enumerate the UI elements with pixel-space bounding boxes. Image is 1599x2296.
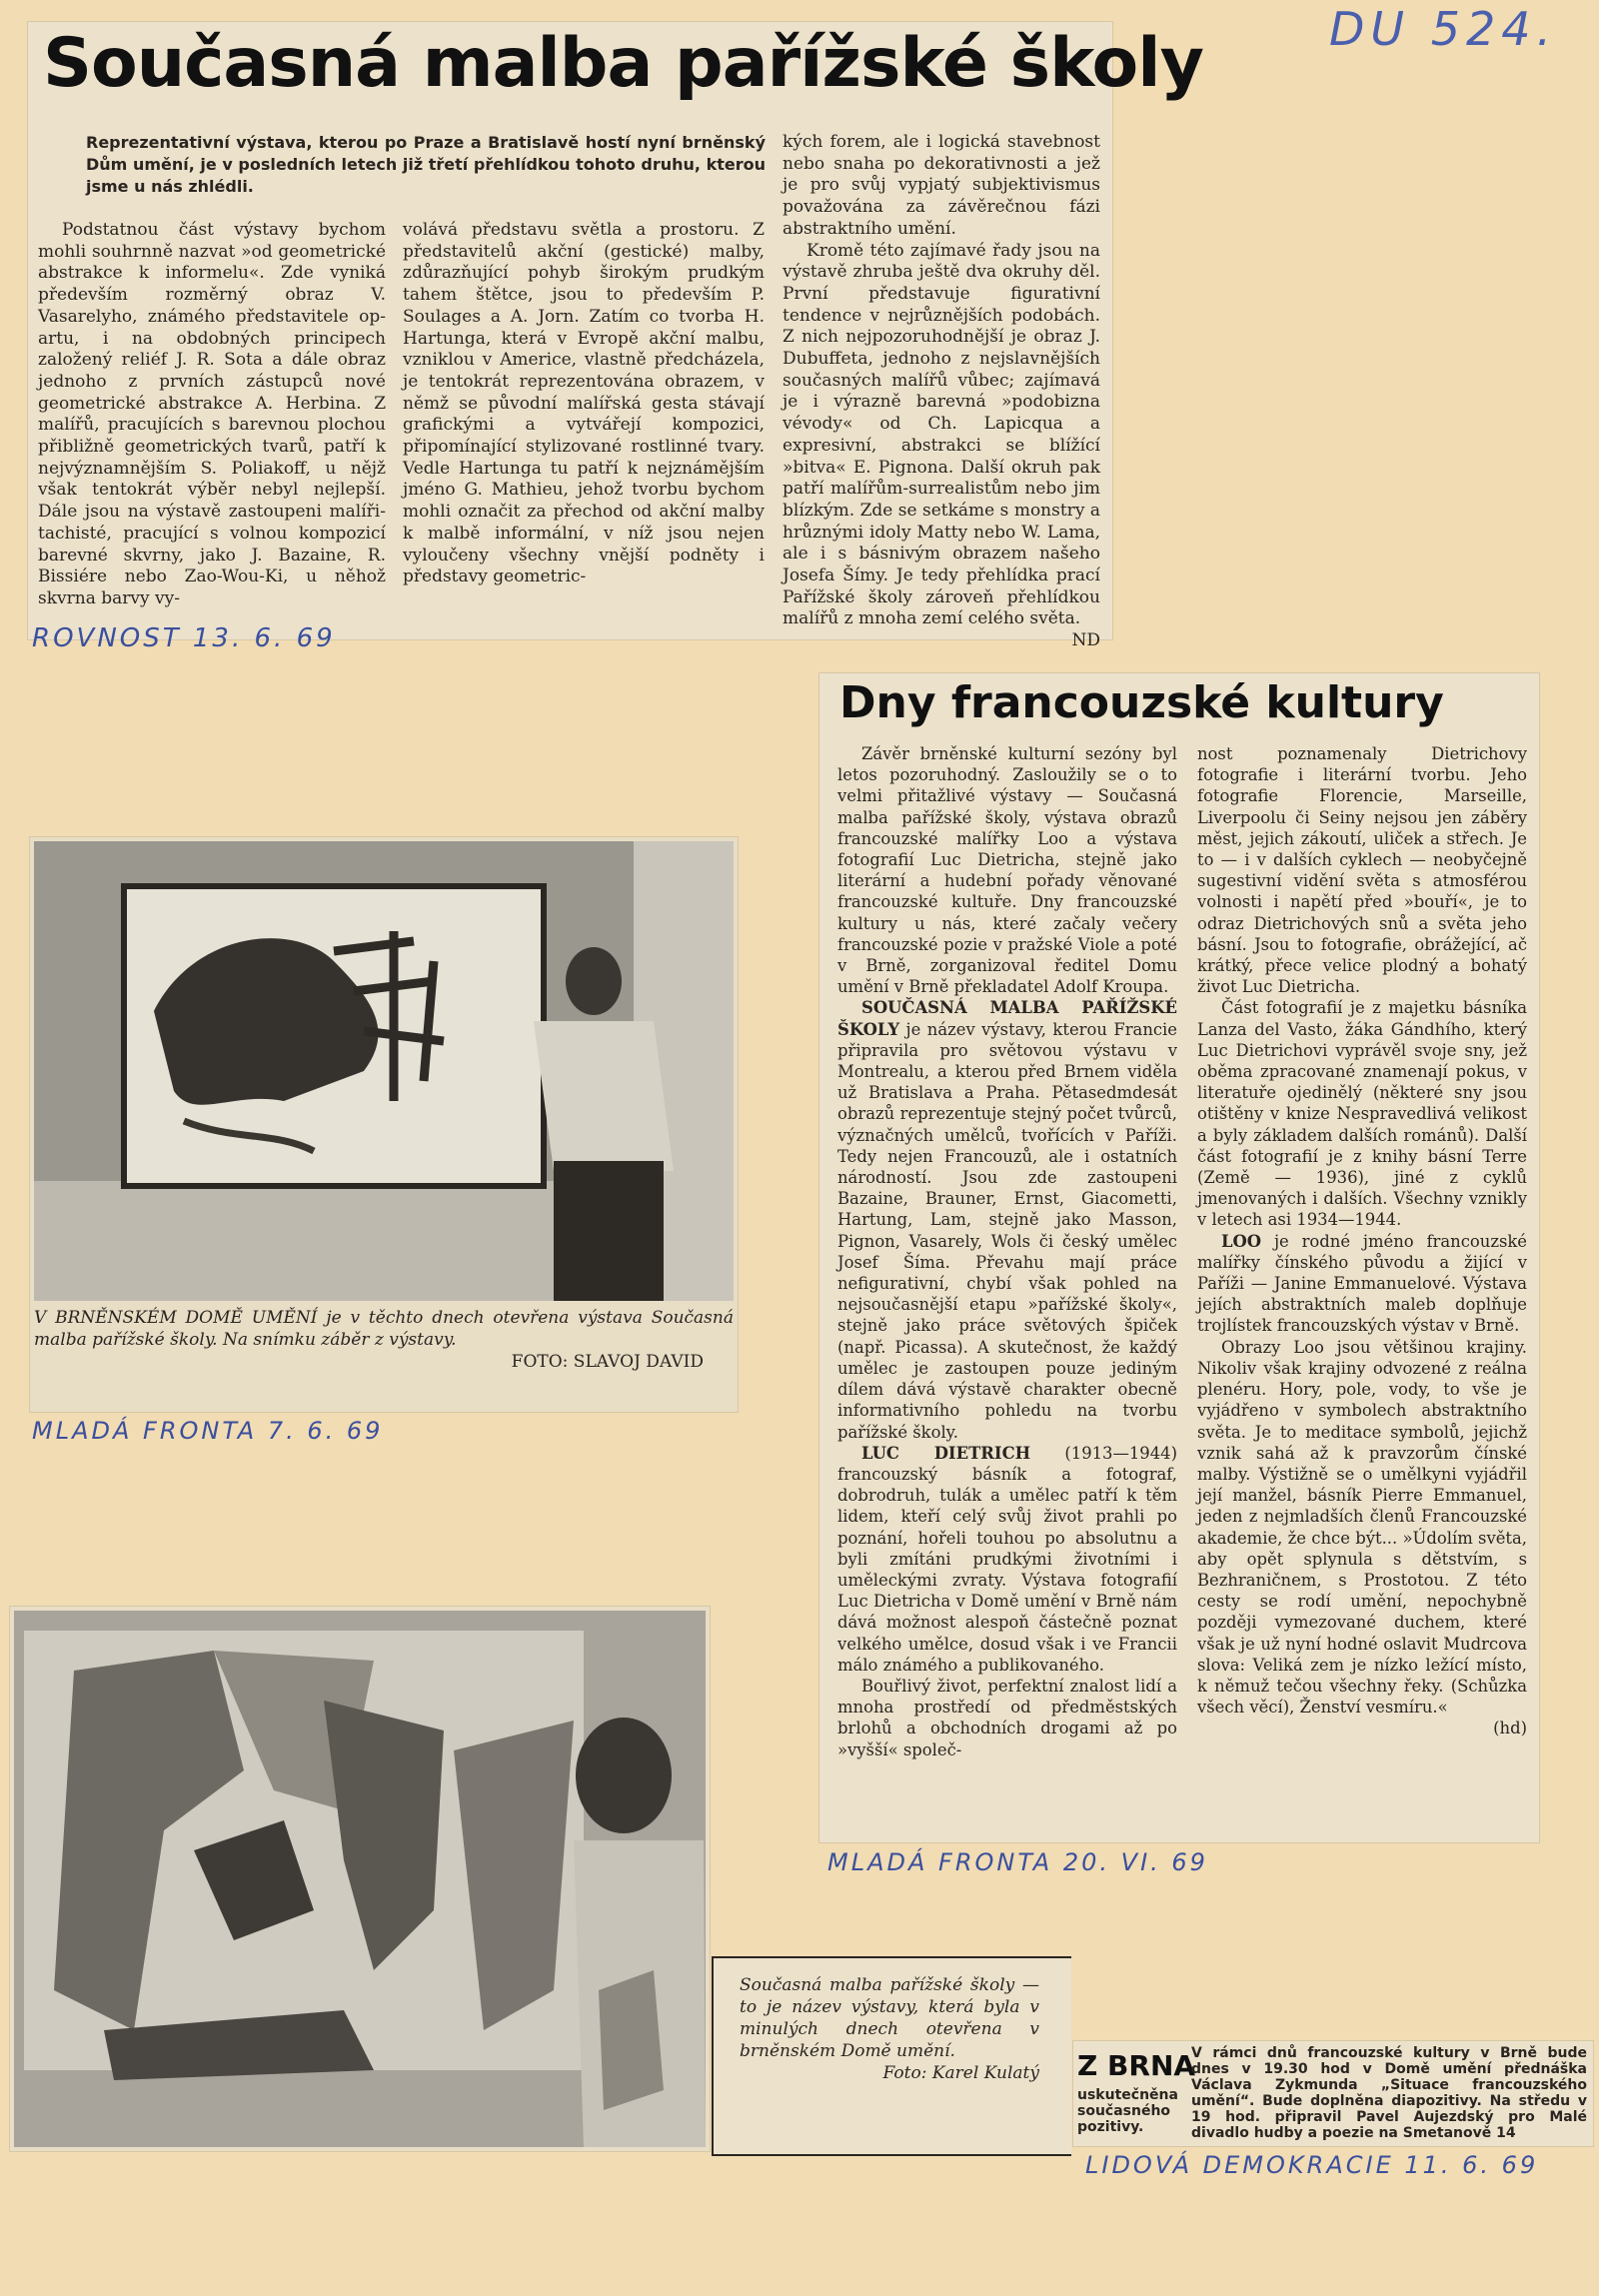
source-lidova-demokracie: LIDOVÁ DEMOKRACIE 11. 6. 69 — [1085, 2151, 1539, 2179]
article2-col1-p3 — [837, 1443, 1177, 1676]
archive-mark: DU 524. — [1329, 2, 1558, 56]
article-rovnost — [28, 22, 1203, 651]
article2-col2-p1: nost poznamenaly Dietrichovy fotografie i literární tvorbu. Jeho fotografie Florencie, Marseille, Liverpoolu či Seiny nejsou jen záběry měst, jejich zákoutí, uliček a střech. Je to — i v dalších cyklech — neobyčejně sugestivní vidění světa s atmosférou volnosti i napětí před »bouří«, je to odraz Dietrichových snů a světa jeho básní. Jsou to fotografie, obrážející, ač krátký, přece velice plodný a bohatý život Luc Dietricha. — [1197, 744, 1527, 997]
article1-lead: Reprezentativní výstava, kterou po Praze a Bratislavě hostí nyní brněnský Dům umění, je v posledních letech již třetí přehlídkou tohoto druhu, kterou jsme u nás zhlédli. — [86, 133, 766, 196]
photo1-clipping — [30, 837, 738, 1412]
photo1-caption-block — [34, 1307, 734, 1373]
photo1-graphic — [34, 841, 734, 1301]
article1-title: Současná malba pařížské školy — [43, 24, 1203, 103]
article-z-brna — [1073, 2041, 1593, 2146]
article2-col1-p3-text: (1913—1944) francouzský básník a fotograf, dobrodruh, tulák a umělec patří k těm lidem, kteří celý svůj život prahli po poznání, hořeli touhou po absolutnu a byli zmítáni prudkými životními i uměleckými zvraty. Výstava fotografií Luc Dietricha v Domě umění v Brně nám dává možnost alespoň částečně poznat velkého umělce, dosud však i ve Francii málo známého a publikovaného. — [837, 1443, 1177, 1675]
source-mlada-fronta-1: MLADÁ FRONTA 7. 6. 69 — [32, 1417, 384, 1445]
article3-heading: Z BRNA — [1077, 2049, 1196, 2082]
photo2-exhibition-image — [14, 1611, 706, 2147]
photo2-caption: Současná malba pařížské školy — to je název výstavy, která byla v minulých dnech otevřena v brněnském Domě umění. — [740, 1975, 1039, 2061]
article1-col3-p2: Kromě této zajímavé řady jsou na výstavě zhruba ještě dva okruhy děl. První představuje figurativní tendence v nejrůznějších podobách. Z nich nejpozoruhodnější je obraz J. Dubuffeta, jednoho z nejslavnějších současných malířů vůbec; zajímavá je i výrazně barevná »podobizna vévody« od Ch. Lapicqua a expresivní, abstrakci se blížící »bitva« E. Pignona. Další okruh pak patří malířům-surrealistům nebo jim blízkým. Zde se setkáme s monstry a hrůznými idoly Matty nebo W. Lama, ale i s básnivým obrazem našeho Josefa Šímy. Je tedy přehlídka prací Pařížské školy zároveň přehlídkou malířů z mnoha zemí celého světa. — [783, 240, 1100, 629]
article2-col1-p1: Závěr brněnské kulturní sezóny byl letos pozoruhodný. Zasloužily se o to velmi přitažlivé výstavy — Současná malba pařížské školy, výstava obrazů francouzské malířky Loo a výstava fotografií Luc Dietricha, stejně jako literární a hudební pořady věnované francouzské kultuře. Dny francouzské kultury u nás, které začaly večery francouzské pozie v pražské Viole a poté v Brně, zorganizoval ředitel Domu umění v Brně překladatel Adolf Kroupa. — [837, 744, 1177, 997]
photo1-exhibition-image — [34, 841, 734, 1301]
photo2-credit: Foto: Karel Kulatý — [882, 2063, 1039, 2083]
article3-subhead: uskutečněna současného pozitivy. — [1077, 2087, 1178, 2135]
photo2-caption-block — [740, 1974, 1039, 2084]
article2-col2-p4: Obrazy Loo jsou většinou krajiny. Nikoliv však krajiny odvozené z reálna plenéru. Hory, pole, vody, to vše je vyjádřeno v symbolech abstraktního světa. Je to meditace symbolů, jejichž vznik sahá až k pravzorům čínské malby. Výstižně se o umělkyni vyjádřil její manžel, básník Pierre Emmanuel, jeden z nejmladších členů Francouzské akademie, že chce být... »Údolím světa, aby opět splynula s dětstvím, s Bezhraničnem, s Prostotou. Z této cesty se rodí umění, nepochybně později vymezované duchem, které však je už nyní hodné oslavit Mudrcova slova: Veliká zem je nízko ležící místo, k němuž tečou všechny řeky. (Schůzka všech věcí), Ženství vesmíru.« — [1197, 1337, 1527, 1718]
article2-col1-p2 — [837, 997, 1177, 1442]
photo1-credit: FOTO: SLAVOJ DAVID — [511, 1352, 704, 1372]
article2-signature-line — [1197, 1718, 1527, 1738]
article1-col2 — [403, 220, 765, 588]
article3-text: V rámci dnů francouzské kultury v Brně bude dnes v 19.30 hod v Domě umění přednáška Václava Zykmunda „Situace francouzského umění“. Bude doplněna diapozitivy. Na středu v 19 hod. připravil Pavel Aujezdský pro Malé divadlo hudby a poezie na Smetanově 14 — [1191, 2045, 1587, 2141]
photo2-caption-clipping — [712, 1956, 1071, 2156]
source-mlada-fronta-2: MLADÁ FRONTA 20. VI. 69 — [827, 1848, 1208, 1876]
article1-signature-line — [783, 630, 1100, 652]
photo2-clipping — [10, 1607, 710, 2151]
article1-col1 — [38, 220, 386, 610]
article1-col2-text: volává představu světla a prostoru. Z představitelů akční (gestické) malby, zdůrazňující pohyb širokým prudkým tahem štětce, jsou to především P. Soulages a A. Jorn. Zatím co tvorba H. Hartunga, která v Evropě akční malbu, vzniklou v Americe, vlastně předcházela, je tentokrát reprezentována obrazem, v němž se původní malířská gesta stávají grafickými a vytvářejí kompozici, připomínající stylizované rostlinné tvary. Vedle Hartunga tu patří k nejznámějším jméno G. Mathieu, jehož tvorbu bychom mohli označit za přechod od akční malby k malbě informální, v níž jsou nejen vyloučeny všechny vnější podněty i představy geometric- — [403, 220, 765, 587]
article-dny-francouzske-kultury — [819, 673, 1539, 1842]
article1-col1-text: Podstatnou část výstavy bychom mohli souhrnně nazvat »od geometrické abstrakce k informelu«. Zde vyniká především rozměrný obraz V. Vasarelyho, známého představitele op-artu, i na obdobných principech založený reliéf J. R. Sota a dále obraz jednoho z prvních zástupců nové geometrické abstrakce A. Herbina. Z malířů, pracujících s barevnou plochou přibližně geometrických tvarů, patří k nejvýznamnějším S. Poliakoff, u nějž však tentokrát výběr nebyl nejlepší. Dále jsou na výstavě zastoupeni malíři-tachisté, pracující s volnou kompozicí barevné skvrny, jako J. Bazaine, R. Bissiére nebo Zao-Wou-Ki, u něhož skvrna barvy vy- — [38, 220, 386, 608]
article2-col1-p2-heading: SOUČASNÁ MALBA PAŘÍŽSKÉ ŠKOLY — [837, 998, 1177, 1039]
source-rovnost: ROVNOST 13. 6. 69 — [32, 623, 336, 653]
article2-col2 — [1197, 743, 1527, 1739]
article2-col1 — [837, 743, 1177, 1760]
article2-col1-p4: Bouřlivý život, perfektní znalost lidí a mnoha prostředí od předměstských brlohů a obchodních drogami až po »vyšší« společ- — [837, 1676, 1177, 1759]
article2-title: Dny francouzské kultury — [839, 677, 1444, 728]
article2-col2-p3-text: je rodné jméno francouzské malířky čínského původu a žijící v Paříži — Janine Emmanuelové. Výstava jejích abstraktních maleb doplňuje trojlístek francouzských výstav v Brně. — [1197, 1231, 1527, 1336]
photo1-caption: V BRNĚNSKÉM DOMĚ UMĚNÍ je v těchto dnech otevřena výstava Současná malba pařížské školy. Na snímku záběr z výstavy. — [34, 1308, 734, 1350]
article1-col3-p1: kých forem, ale i logická stavebnost nebo snaha po dekorativnosti a jež je pro svůj vypjatý subjektivismus považována za závěrečnou fázi abstraktního umění. — [783, 132, 1100, 239]
article2-col1-p2-text: je název výstavy, kterou Francie připravila pro světovou výstavu v Montrealu, a kterou před Brnem viděla už Bratislava a Praha. Pětasedmdesát obrazů reprezentuje stejný počet tvůrců, význačných umělců, tvořících v Paříži. Tedy nejen Francouzů, ale i ostatních národností. Jsou zde zastoupeni Bazaine, Brauner, Ernst, Giacometti, Hartung, Lam, stejně jako Masson, Pignon, Vasarely, Wols či český umělec Josef Šíma. Převahu mají práce nefigurativní, chybí však pohled na nejsoučasnější etapu »pařížské školy«, stejně jako práce světových špiček (např. Picassa). A skutečnost, že každý umělec je zastoupen pouze jediným dílem dává výstavě charakter obecně informativního pohledu na tvorbu pařížské školy. — [837, 1019, 1177, 1442]
article1-signature: ND — [1071, 630, 1100, 651]
article2-signature: (hd) — [1493, 1719, 1527, 1738]
article1-col3 — [783, 132, 1100, 652]
article2-col1-p3-heading: LUC DIETRICH — [861, 1443, 1031, 1463]
photo2-graphic — [14, 1611, 706, 2147]
article2-col2-p2: Část fotografií je z majetku básníka Lanza del Vasto, žáka Gándhího, který Luc Dietrichovi vyprávěl svoje sny, jež oběma zpracované znamenají pokus, v literatuře ojedinělý (některé sny jsou otištěny v knize Nespravedlivá velikost a byly základem dalších románů). Další část fotografií je z knihy básní Terre (Země — 1936), jiné z cyklů jmenovaných i dalších. Všechny vznikly v letech asi 1934—1944. — [1197, 998, 1527, 1230]
article2-col2-p3 — [1197, 1231, 1527, 1337]
article2-col2-p3-heading: LOO — [1221, 1231, 1262, 1251]
